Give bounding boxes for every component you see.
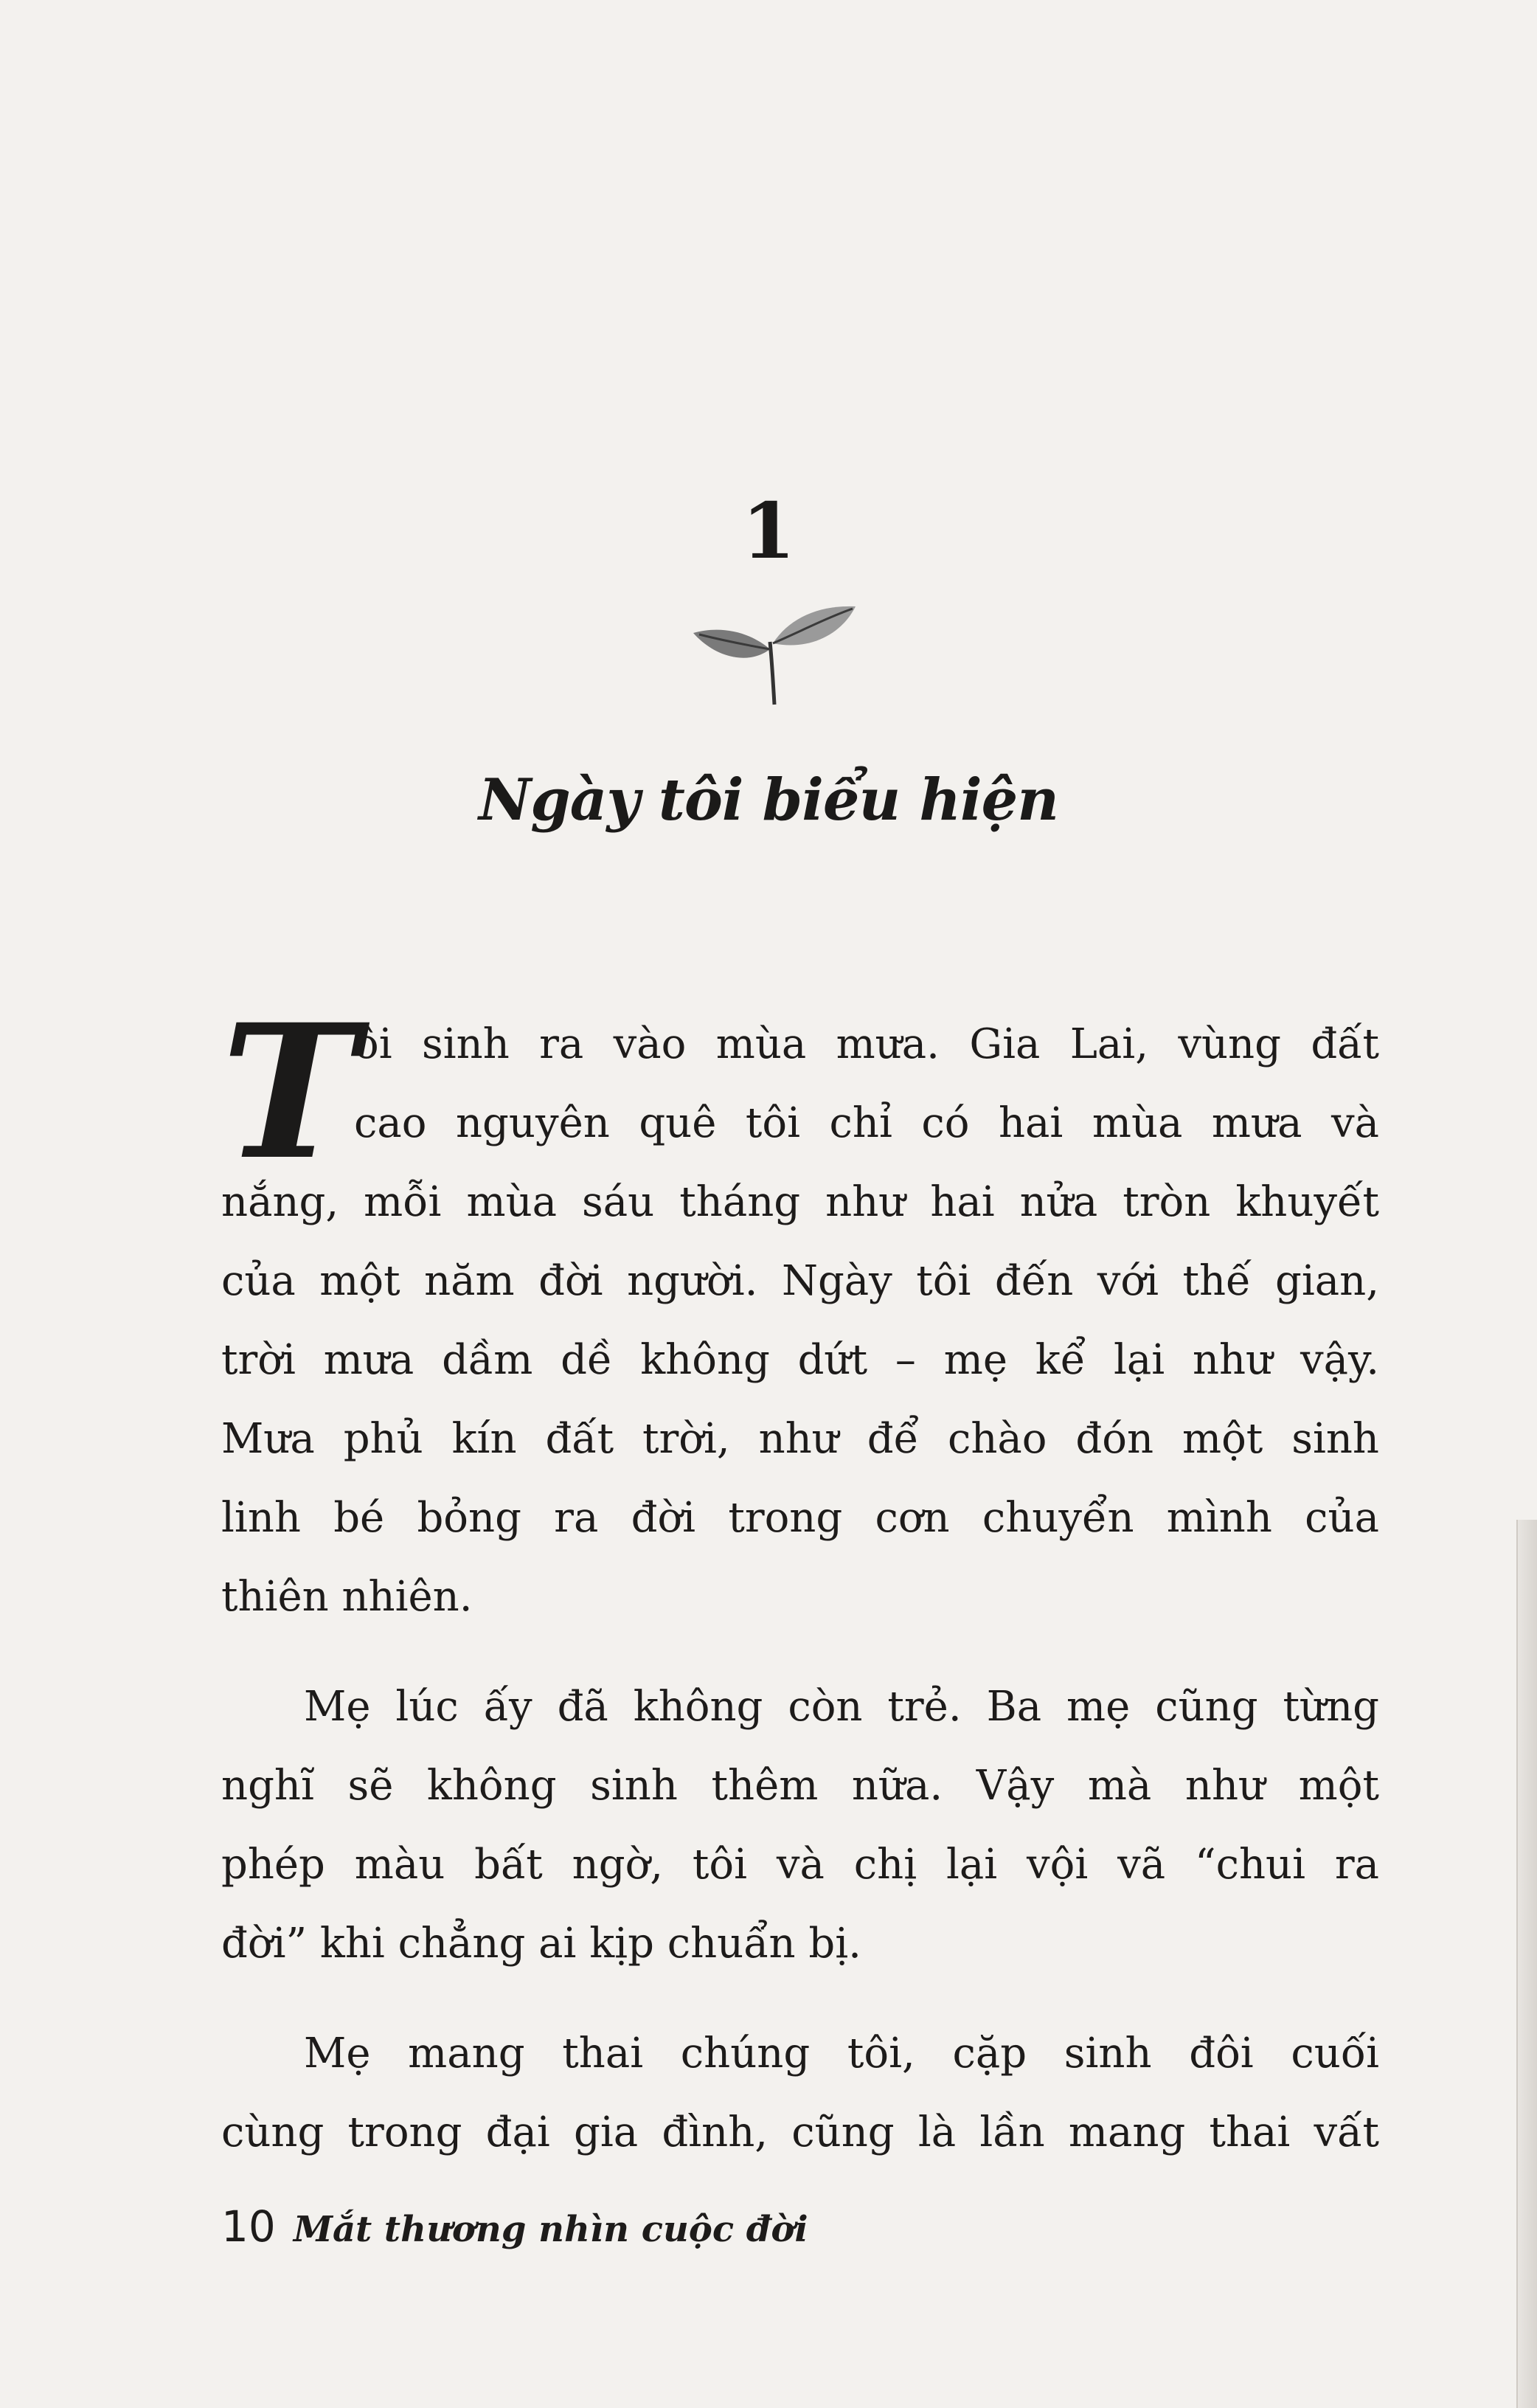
text-line: thiên nhiên. [221, 1573, 473, 1621]
paragraph-3 [221, 2014, 1379, 2172]
text-line: nắng, mỗi mùa sáu tháng như hai nửa tròn khuyết [221, 1178, 1379, 1226]
page-footer [221, 2197, 808, 2259]
text-line: cao nguyên quê tôi chỉ có hai mùa mưa và [354, 1099, 1379, 1147]
paragraph-1 [221, 1163, 1379, 1636]
text-line: của một năm đời người. Ngày tôi đến với thế gian, [221, 1257, 1379, 1305]
text-line: Mưa phủ kín đất trời, như để chào đón một sinh [221, 1415, 1379, 1463]
text-line: đời” khi chẳng ai kịp chuẩn bị. [221, 1920, 861, 1968]
page-number: 10 [221, 2201, 276, 2252]
text-line: cùng trong đại gia đình, cũng là lần mang thai vất [221, 2108, 1379, 2156]
chapter-title: Ngày tôi biểu hiện [478, 767, 1059, 834]
chapter-number: 1 [741, 485, 796, 576]
running-book-title: Mắt thương nhìn cuộc đời [293, 2209, 808, 2250]
text-line: Mẹ lúc ấy đã không còn trẻ. Ba mẹ cũng từng [304, 1683, 1379, 1731]
leaf-sprig-icon [679, 598, 870, 708]
paragraph-1-wrapped [354, 1005, 1379, 1163]
text-line: linh bé bỏng ra đời trong cơn chuyển mình của [221, 1494, 1379, 1542]
text-line: nghĩ sẽ không sinh thêm nữa. Vậy mà như một [221, 1762, 1379, 1810]
text-line: Mẹ mang thai chúng tôi, cặp sinh đôi cuối [304, 2030, 1379, 2077]
page-edge [1516, 1520, 1537, 2408]
drop-cap: T [221, 983, 359, 1200]
text-line: phép màu bất ngờ, tôi và chị lại vội vã “chui ra [221, 1841, 1379, 1889]
paragraph-2 [221, 1667, 1379, 1983]
text-line: trời mưa dầm dề không dứt – mẹ kể lại như vậy. [221, 1336, 1379, 1384]
text-line: ôi sinh ra vào mùa mưa. Gia Lai, vùng đất [354, 1020, 1379, 1068]
